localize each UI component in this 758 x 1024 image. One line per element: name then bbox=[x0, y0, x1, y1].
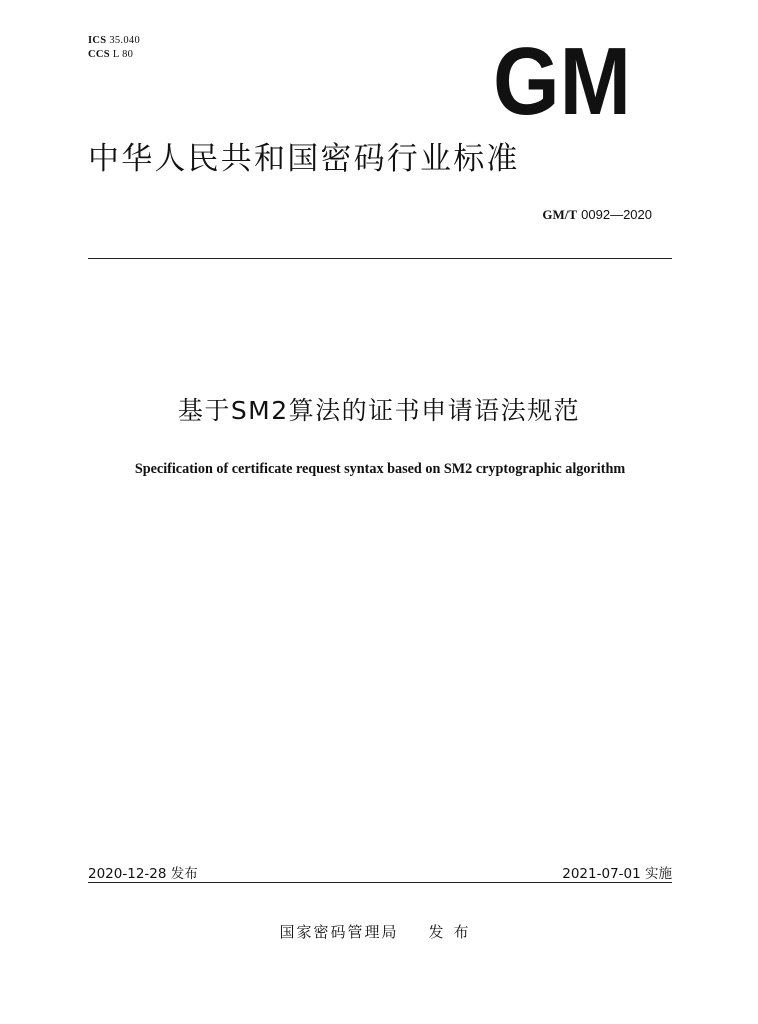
implement-date: 2021-07-01 实施 bbox=[562, 866, 672, 882]
document-title-chinese: 基于SM2算法的证书申请语法规范 bbox=[177, 396, 581, 425]
ics-code bbox=[88, 34, 140, 48]
ccs-label: CCS bbox=[88, 49, 110, 60]
ics-label: ICS bbox=[88, 35, 107, 46]
standard-number-prefix: GM/T bbox=[542, 207, 578, 222]
publish-date: 2020-12-28 发布 bbox=[88, 866, 198, 882]
standard-category-title: 中华人民共和国密码行业标准 bbox=[88, 141, 520, 177]
document-title-english: Specification of certificate request syntax based on SM2 cryptographic algorithm bbox=[134, 461, 626, 477]
standard-number bbox=[542, 207, 652, 223]
gm-logo-text: GM bbox=[493, 28, 631, 135]
header-divider bbox=[88, 258, 672, 259]
ccs-code bbox=[88, 48, 140, 62]
issuer-action: 发布 bbox=[428, 923, 479, 941]
standard-number-value: 0092—2020 bbox=[581, 207, 652, 222]
classification-codes bbox=[88, 34, 140, 62]
issuer-organization: 国家密码管理局 bbox=[279, 923, 399, 941]
footer-divider bbox=[88, 882, 672, 883]
gm-logo-mark bbox=[492, 28, 632, 135]
ics-value: 35.040 bbox=[109, 35, 141, 46]
ccs-value: L 80 bbox=[112, 49, 134, 60]
gm-logo bbox=[492, 28, 632, 135]
issuing-authority bbox=[0, 921, 758, 942]
